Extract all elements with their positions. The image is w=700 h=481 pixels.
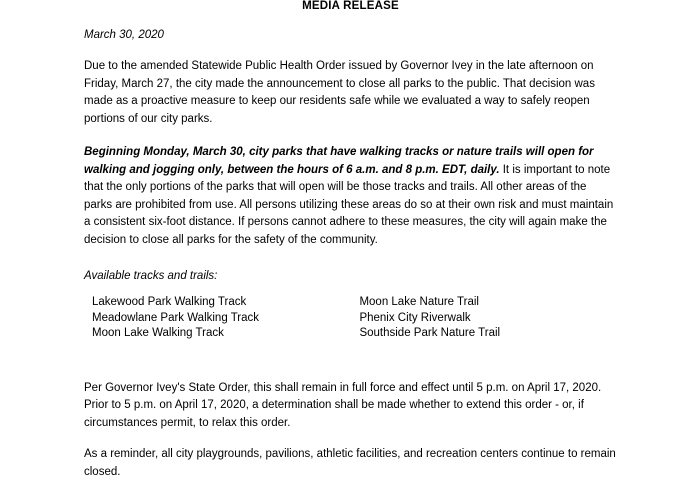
tracks-row <box>92 295 617 342</box>
paragraph-state-order: Per Governor Ivey's State Order, this shall remain in full force and effect until 5 p.m. on April 17, 2020. Prior to 5 p.m. on April 17, 2020, a determination shall be made whether to extend this order - or, if circumstances permit, to relax this order. <box>84 381 602 429</box>
paragraph-closure-background: Due to the amended Statewide Public Health Order issued by Governor Ivey in the late afternoon on Friday, March 27, the city made the announcement to close all parks to the public. That decision was made as a proactive measure to keep our residents safe while we evaluated a way to safely reopen portions of our city parks. <box>84 60 595 125</box>
reopening-emphasis: Beginning Monday, March 30, city parks that have walking tracks or nature trails will open for walking and jogging only, between the hours of 6 a.m. and 8 p.m. EDT, daily. <box>84 146 594 176</box>
list-item: Lakewood Park Walking Track <box>92 296 247 308</box>
available-tracks-label: Available tracks and trails: <box>84 270 218 282</box>
tracks-list <box>92 295 617 342</box>
list-item: Phenix City Riverwalk <box>359 311 471 324</box>
document-heading: MEDIA RELEASE <box>302 0 399 12</box>
release-date: March 30, 2020 <box>84 29 164 41</box>
list-item: Moon Lake Walking Track <box>92 327 224 339</box>
tracks-column-right <box>359 295 617 342</box>
tracks-column-left <box>92 295 359 342</box>
paragraph-reopening <box>84 144 617 249</box>
list-item: Moon Lake Nature Trail <box>359 296 479 308</box>
section-spacer <box>84 342 617 364</box>
list-item: Southside Park Nature Trail <box>359 327 501 339</box>
reopening-detail: It is important to note that the only portions of the parks that will open will be those tracks and trails. All other areas of the parks are prohibited from use. All persons utilizing these areas do so at their own risk and must maintain a consistent six-foot distance. If persons cannot adhere to these measures, the city will again make the decision to close all parks for the safety of the community. <box>84 163 614 246</box>
list-item: Meadowlane Park Walking Track <box>92 311 260 324</box>
paragraph-closed-facilities: As a reminder, all city playgrounds, pavilions, athletic facilities, and recreation centers continue to remain closed. <box>84 448 616 478</box>
document-body <box>84 0 617 481</box>
